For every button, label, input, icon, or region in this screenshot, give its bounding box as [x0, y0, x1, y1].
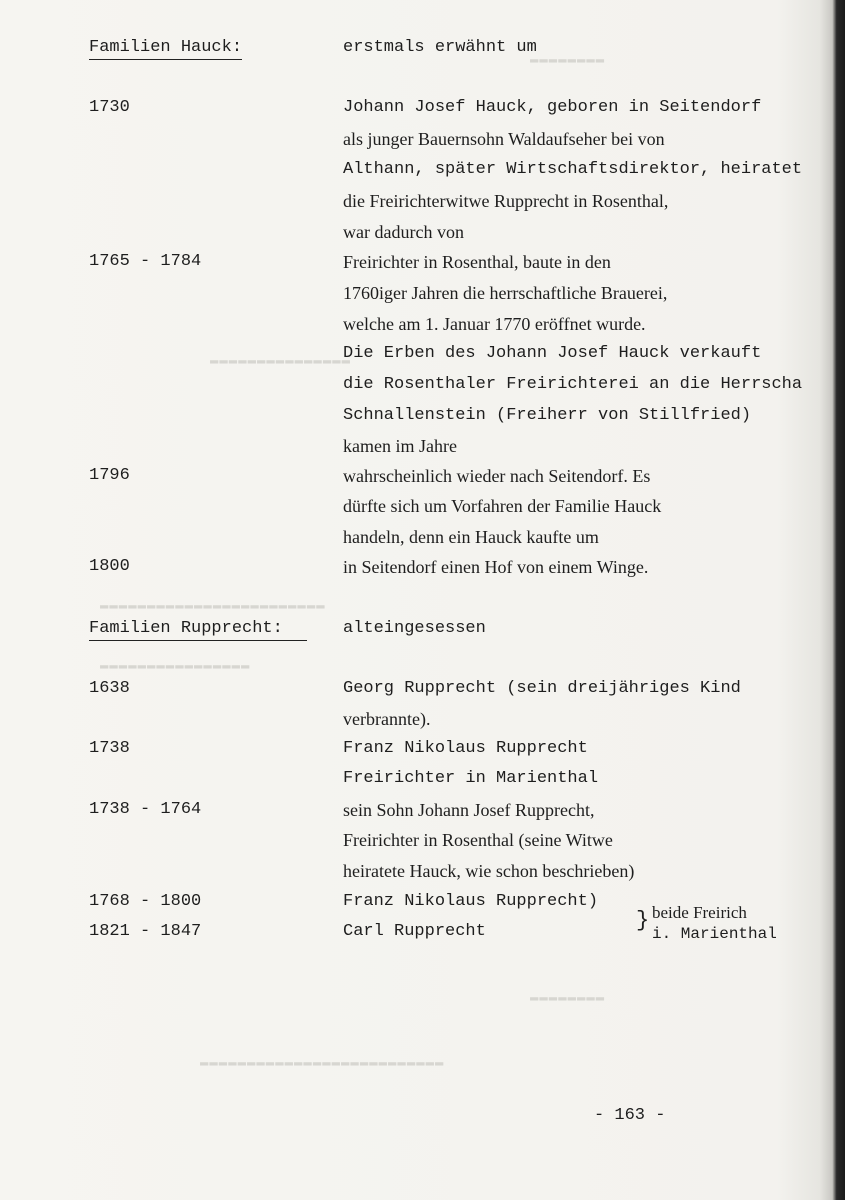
bracket-note-line: beide Freirich [652, 903, 747, 922]
page-number: - 163 - [594, 1106, 666, 1125]
entry-date: 1765 - 1784 [89, 252, 202, 271]
bleed-through-mark: ▬▬▬▬▬▬▬▬▬▬▬▬▬▬▬▬▬▬▬▬▬▬▬▬▬▬ [200, 1055, 445, 1071]
entry-line: heiratete Hauck, wie schon beschrieben) [343, 861, 635, 881]
entry-date: 1738 [89, 739, 130, 758]
bracket-mark: } [636, 908, 650, 933]
entry-date: 1800 [89, 557, 130, 576]
entry-line: Johann Josef Hauck, geboren in Seitendorf [343, 98, 762, 117]
section-note-hauck: erstmals erwähnt um [343, 38, 537, 57]
bleed-through-mark: ▬▬▬▬▬▬▬▬ [530, 52, 606, 68]
entry-line: als junger Bauernsohn Waldaufseher bei von [343, 129, 665, 149]
entry-line: Franz Nikolaus Rupprecht) [343, 892, 599, 911]
entry-line: Schnallenstein (Freiherr von Stillfried) [343, 406, 752, 425]
entry-line: Franz Nikolaus Rupprecht [343, 739, 588, 758]
entry-date: 1796 [89, 466, 130, 485]
entry-line: Georg Rupprecht (sein dreijähriges Kind [343, 679, 741, 698]
bleed-through-mark: ▬▬▬▬▬▬▬▬▬▬▬▬▬▬▬ [210, 353, 352, 369]
entry-line: Althann, später Wirtschaftsdirektor, heiratet [343, 160, 803, 179]
entry-line: kamen im Jahre [343, 436, 457, 456]
bleed-through-mark: ▬▬▬▬▬▬▬▬▬▬▬▬▬▬▬▬ [100, 658, 251, 674]
bleed-through-mark: ▬▬▬▬▬▬▬▬▬▬▬▬▬▬▬▬▬▬▬▬▬▬▬▬ [100, 598, 326, 614]
entry-line: wahrscheinlich wieder nach Seitendorf. Es [343, 466, 651, 486]
entry-line: handeln, denn ein Hauck kaufte um [343, 527, 599, 547]
entry-line: in Seitendorf einen Hof von einem Winge. [343, 557, 649, 577]
entry-line: Freirichter in Rosenthal, baute in den [343, 252, 611, 272]
entry-line: die Rosenthaler Freirichterei an die Herrscha [343, 375, 803, 394]
bracket-note-line: i. Marienthal [652, 925, 777, 943]
entry-date: 1638 [89, 679, 130, 698]
entry-line: dürfte sich um Vorfahren der Familie Hauck [343, 496, 662, 516]
entry-date: 1821 - 1847 [89, 922, 202, 941]
entry-line: Carl Rupprecht [343, 922, 486, 941]
bleed-through-mark: ▬▬▬▬▬▬▬▬ [530, 990, 606, 1006]
entry-line: Die Erben des Johann Josef Hauck verkauft [343, 344, 762, 363]
entry-line: die Freirichterwitwe Rupprecht in Rosenthal, [343, 191, 669, 211]
entry-line: verbrannte). [343, 709, 431, 729]
entry-line: Freirichter in Marienthal [343, 769, 599, 788]
section-heading-hauck: Familien Hauck: [89, 38, 242, 60]
entry-date: 1730 [89, 98, 130, 117]
entry-line: welche am 1. Januar 1770 eröffnet wurde. [343, 314, 646, 334]
section-heading-rupprecht: Familien Rupprecht: [89, 619, 307, 641]
entry-line: war dadurch von [343, 222, 464, 242]
entry-line: 1760iger Jahren die herrschaftliche Brauerei, [343, 283, 668, 303]
section-note-rupprecht: alteingesessen [343, 619, 486, 638]
entry-line: Freirichter in Rosenthal (seine Witwe [343, 830, 613, 850]
entry-line: sein Sohn Johann Josef Rupprecht, [343, 800, 595, 820]
entry-date: 1738 - 1764 [89, 800, 202, 819]
entry-date: 1768 - 1800 [89, 892, 202, 911]
